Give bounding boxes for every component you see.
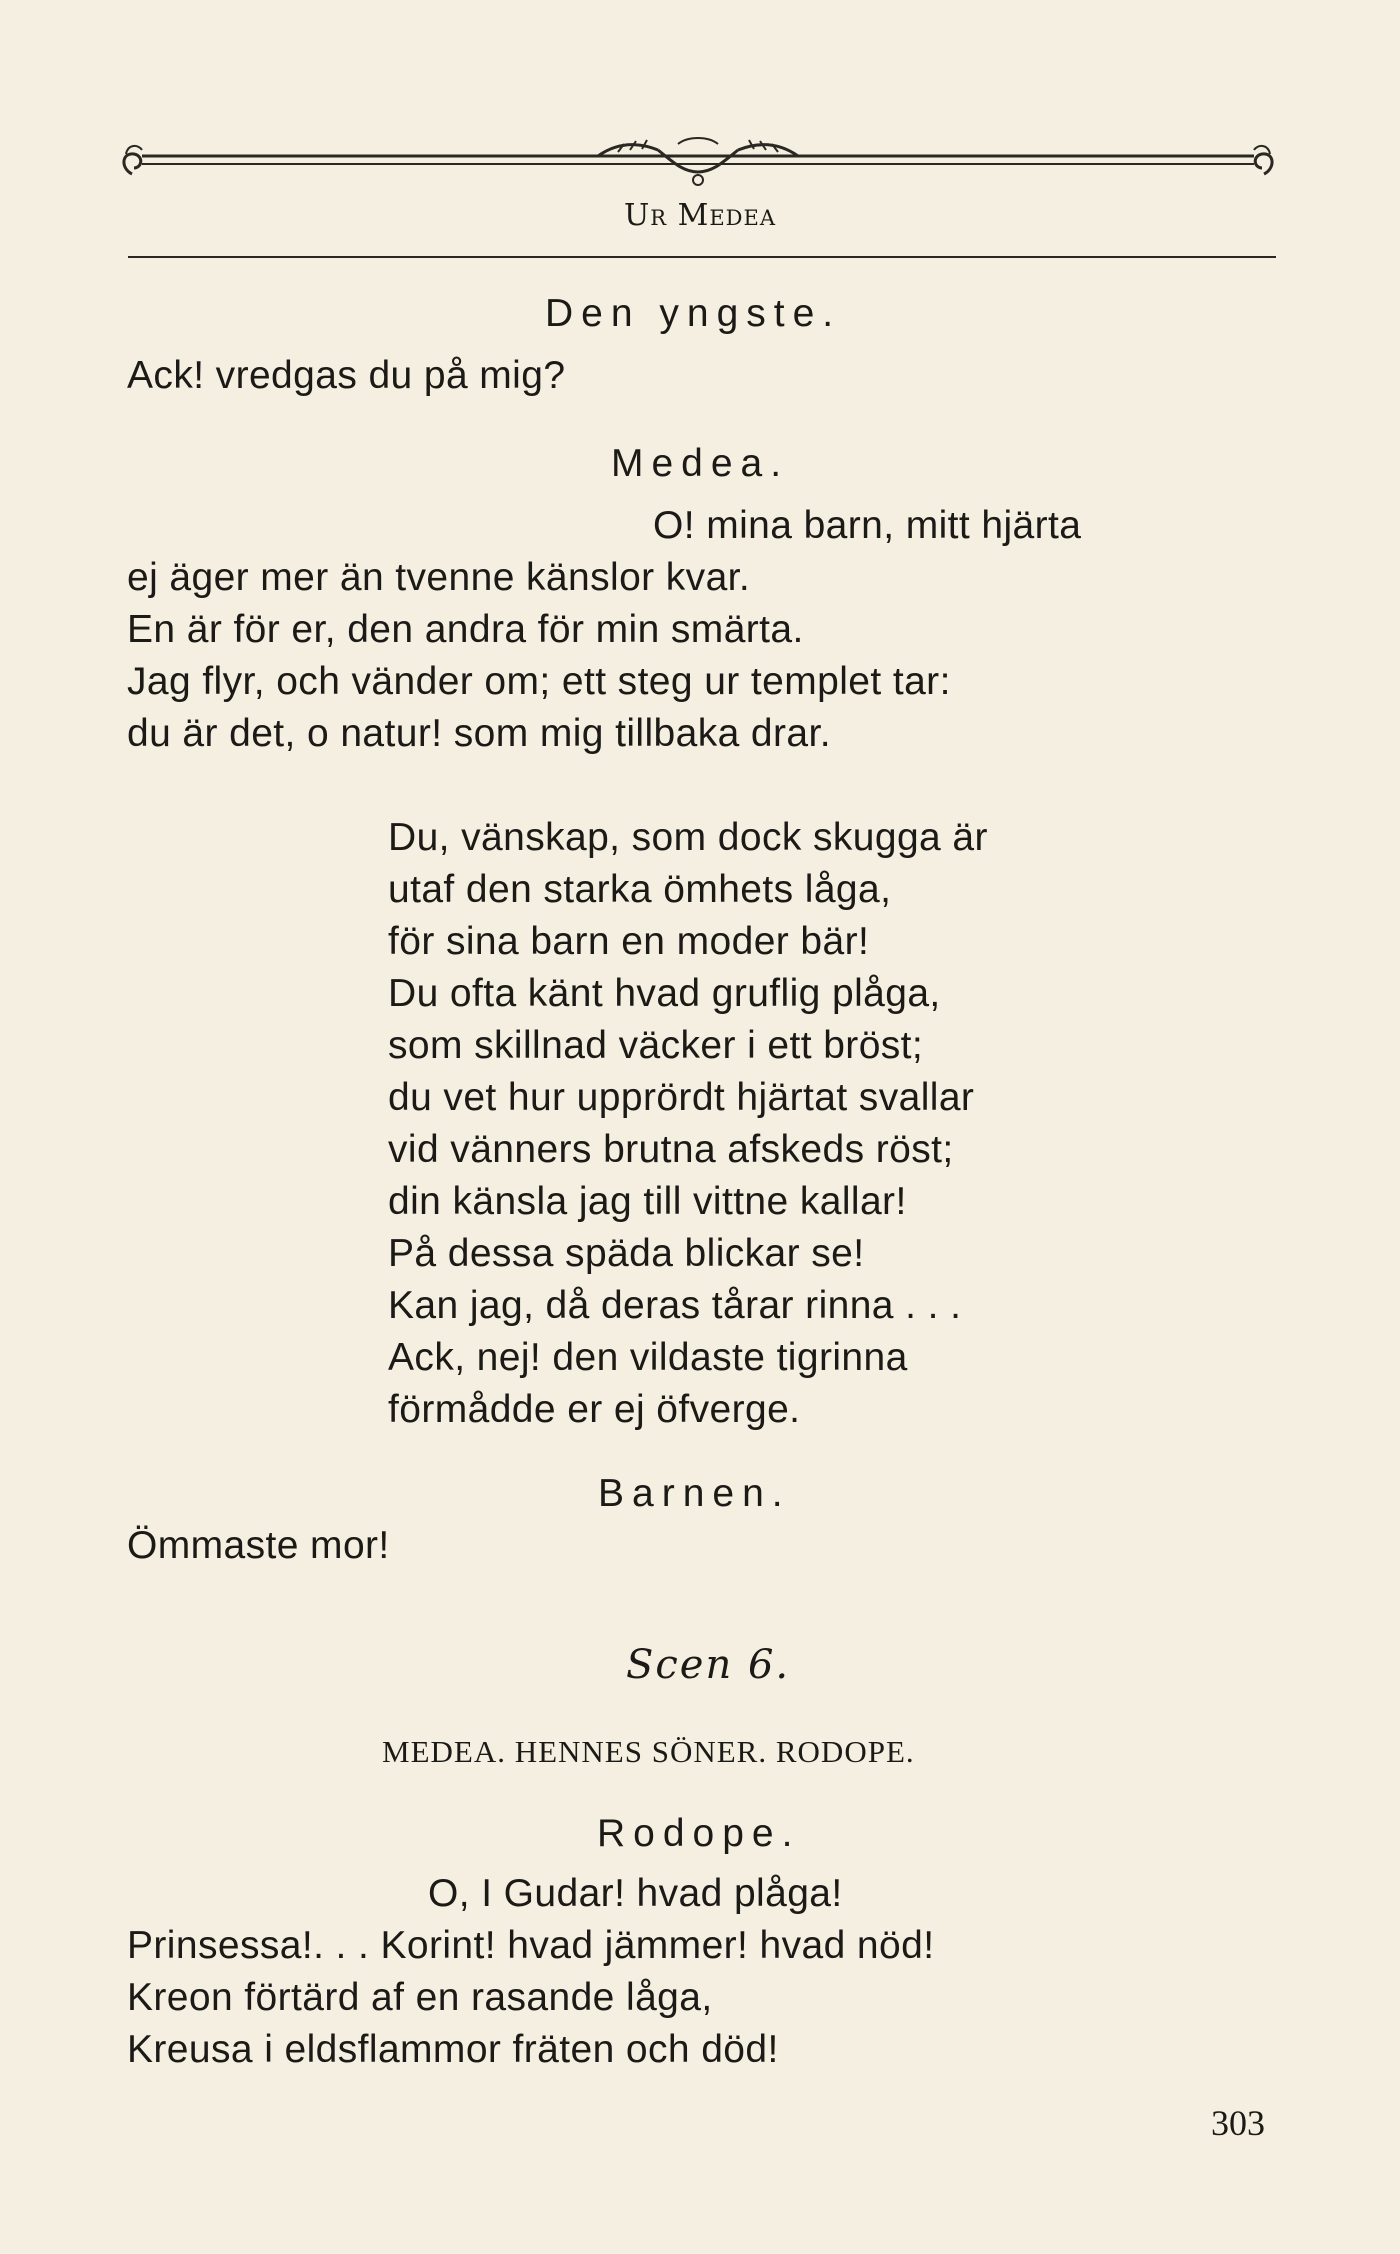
verse-line: Kreon förtärd af en rasande låga, [127, 1976, 713, 2019]
stanza-line: Kan jag, då deras tårar rinna . . . [388, 1284, 962, 1327]
stanza-line: Ack, nej! den vildaste tigrinna [388, 1336, 908, 1379]
verse-line: O! mina barn, mitt hjärta [653, 504, 1082, 547]
stanza-line: vid vänners brutna afskeds röst; [388, 1128, 954, 1171]
header-rule [128, 256, 1276, 258]
speaker-medea: Medea. [611, 442, 790, 485]
speaker-barnen: Barnen. [598, 1472, 791, 1515]
stanza-line: din känsla jag till vittne kallar! [388, 1180, 907, 1223]
stanza-line: som skillnad väcker i ett bröst; [388, 1024, 924, 1067]
stanza-line: för sina barn en moder bär! [388, 920, 870, 963]
stanza-line: förmådde er ej öfverge. [388, 1388, 801, 1431]
speaker-den-yngste: Den yngste. [545, 292, 842, 335]
speaker-rodope: Rodope. [597, 1812, 801, 1855]
running-head-text: Ur Medea [623, 198, 776, 233]
stanza-line: På dessa späda blickar se! [388, 1232, 865, 1275]
verse-line: Prinsessa!. . . Korint! hvad jämmer! hvad nöd! [127, 1924, 935, 1967]
page-number: 303 [1211, 2103, 1265, 2143]
verse-line: ej äger mer än tvenne känslor kvar. [127, 556, 751, 599]
scene-persons: MEDEA. HENNES SÖNER. RODOPE. [382, 1734, 915, 1769]
verse-line: Ack! vredgas du på mig? [127, 354, 566, 397]
header-ornament-icon [118, 132, 1278, 202]
stanza-line: Du ofta känt hvad gruflig plåga, [388, 972, 941, 1015]
scene-heading: Scen 6. [626, 1642, 791, 1688]
verse-line: En är för er, den andra för min smärta. [127, 608, 804, 651]
verse-line: du är det, o natur! som mig tillbaka drar. [127, 712, 831, 755]
stanza-line: du vet hur upprördt hjärtat svallar [388, 1076, 975, 1119]
verse-line: O, I Gudar! hvad plåga! [428, 1872, 843, 1915]
stanza-line: Du, vänskap, som dock skugga är [388, 816, 988, 859]
stanza-line: utaf den starka ömhets låga, [388, 868, 892, 911]
verse-line: Ömmaste mor! [127, 1524, 390, 1567]
verse-line: Kreusa i eldsflammor fräten och död! [127, 2028, 779, 2071]
running-head [0, 198, 1400, 233]
verse-line: Jag flyr, och vänder om; ett steg ur templet tar: [127, 660, 951, 703]
